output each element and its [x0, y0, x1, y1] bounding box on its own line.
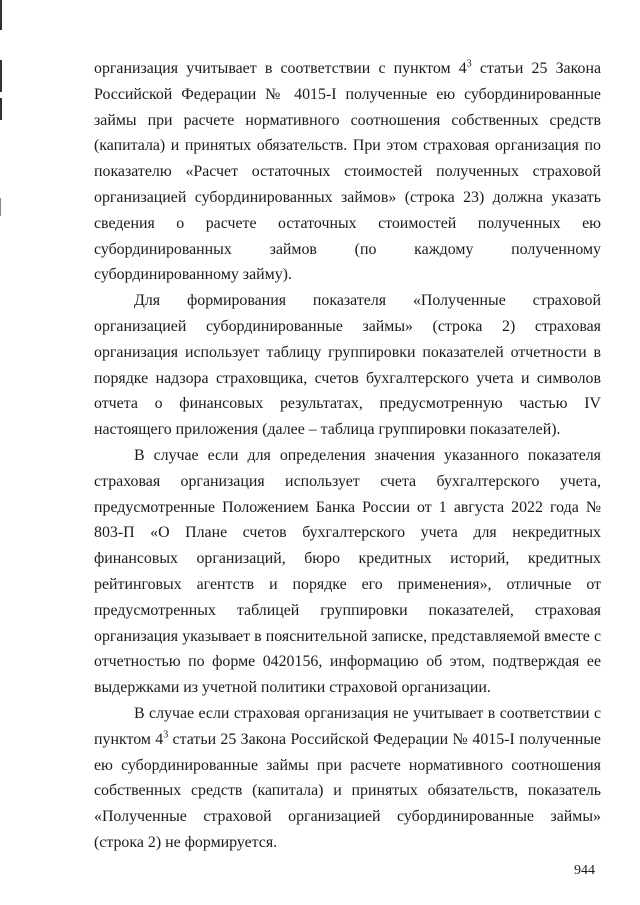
scan-margin-line [0, 0, 2, 30]
scan-margin-line [0, 98, 2, 120]
paragraph [94, 443, 601, 701]
document-body [94, 56, 601, 856]
page-number: 944 [574, 863, 595, 878]
scan-margin-line [0, 60, 2, 92]
scan-margin-line [0, 198, 1, 216]
paragraph [94, 56, 601, 288]
paragraph [94, 701, 601, 856]
paragraph-text: организация учитывает в соответствии с пунктом 4 [94, 60, 467, 77]
paragraph-text: Для формирования показателя «Полученные страховой организацией субординированные займы» (строка 2) страховая организация использует таблицу группировки показателей отчетности в порядке надзора страховщика, счетов бухгалтерского учета и символов отчета о финансовых результатах, предусмотренную частью IV настоящего приложения (далее – таблица группировки показателей). [94, 292, 601, 439]
paragraph-text: В случае если страховая организация не учитывает в соответствии с пунктом 4 [94, 704, 601, 748]
paragraph-text: статьи 25 Закона Российской Федерации № 4015-I полученные ею субординированные займы при расчете нормативного соотношения собственных средств (капитала) и принятых обязательств, показатель «Полученные страховой организацией субординированные займы» (строка 2) не формируется. [94, 730, 601, 851]
paragraph-text: В случае если для определения значения указанного показателя страховая организация использует счета бухгалтерского учета, предусмотренные Положением Банка России от 1 августа 2022 года № 803-П «О Плане счетов бухгалтерского учета для некредитных финансовых организаций, бюро кредитных историй, кредитных рейтинговых агентств и порядке его применения», отличные от предусмотренных таблицей группировки показателей, страховая организация указывает в пояснительной записке, представляемой вместе с отчетностью по форме 0420156, информацию об этом, подтверждая ее выдержками из учетной политики страховой организации. [94, 446, 601, 697]
superscript: 3 [466, 58, 472, 70]
superscript: 3 [163, 729, 169, 741]
paragraph [94, 288, 601, 443]
paragraph-text: статьи 25 Закона Российской Федерации № 4015-I полученные ею субординированные займы при расчете нормативного соотношения собственных средств (капитала) и принятых обязательств. При этом страховая организация по показателю «Расчет остаточных стоимостей полученных страховой организацией субординированных займов» (строка 23) должна указать сведения о расчете остаточных стоимостей полученных ею субординированных займов (по каждому полученному субординированному займу). [94, 60, 601, 284]
